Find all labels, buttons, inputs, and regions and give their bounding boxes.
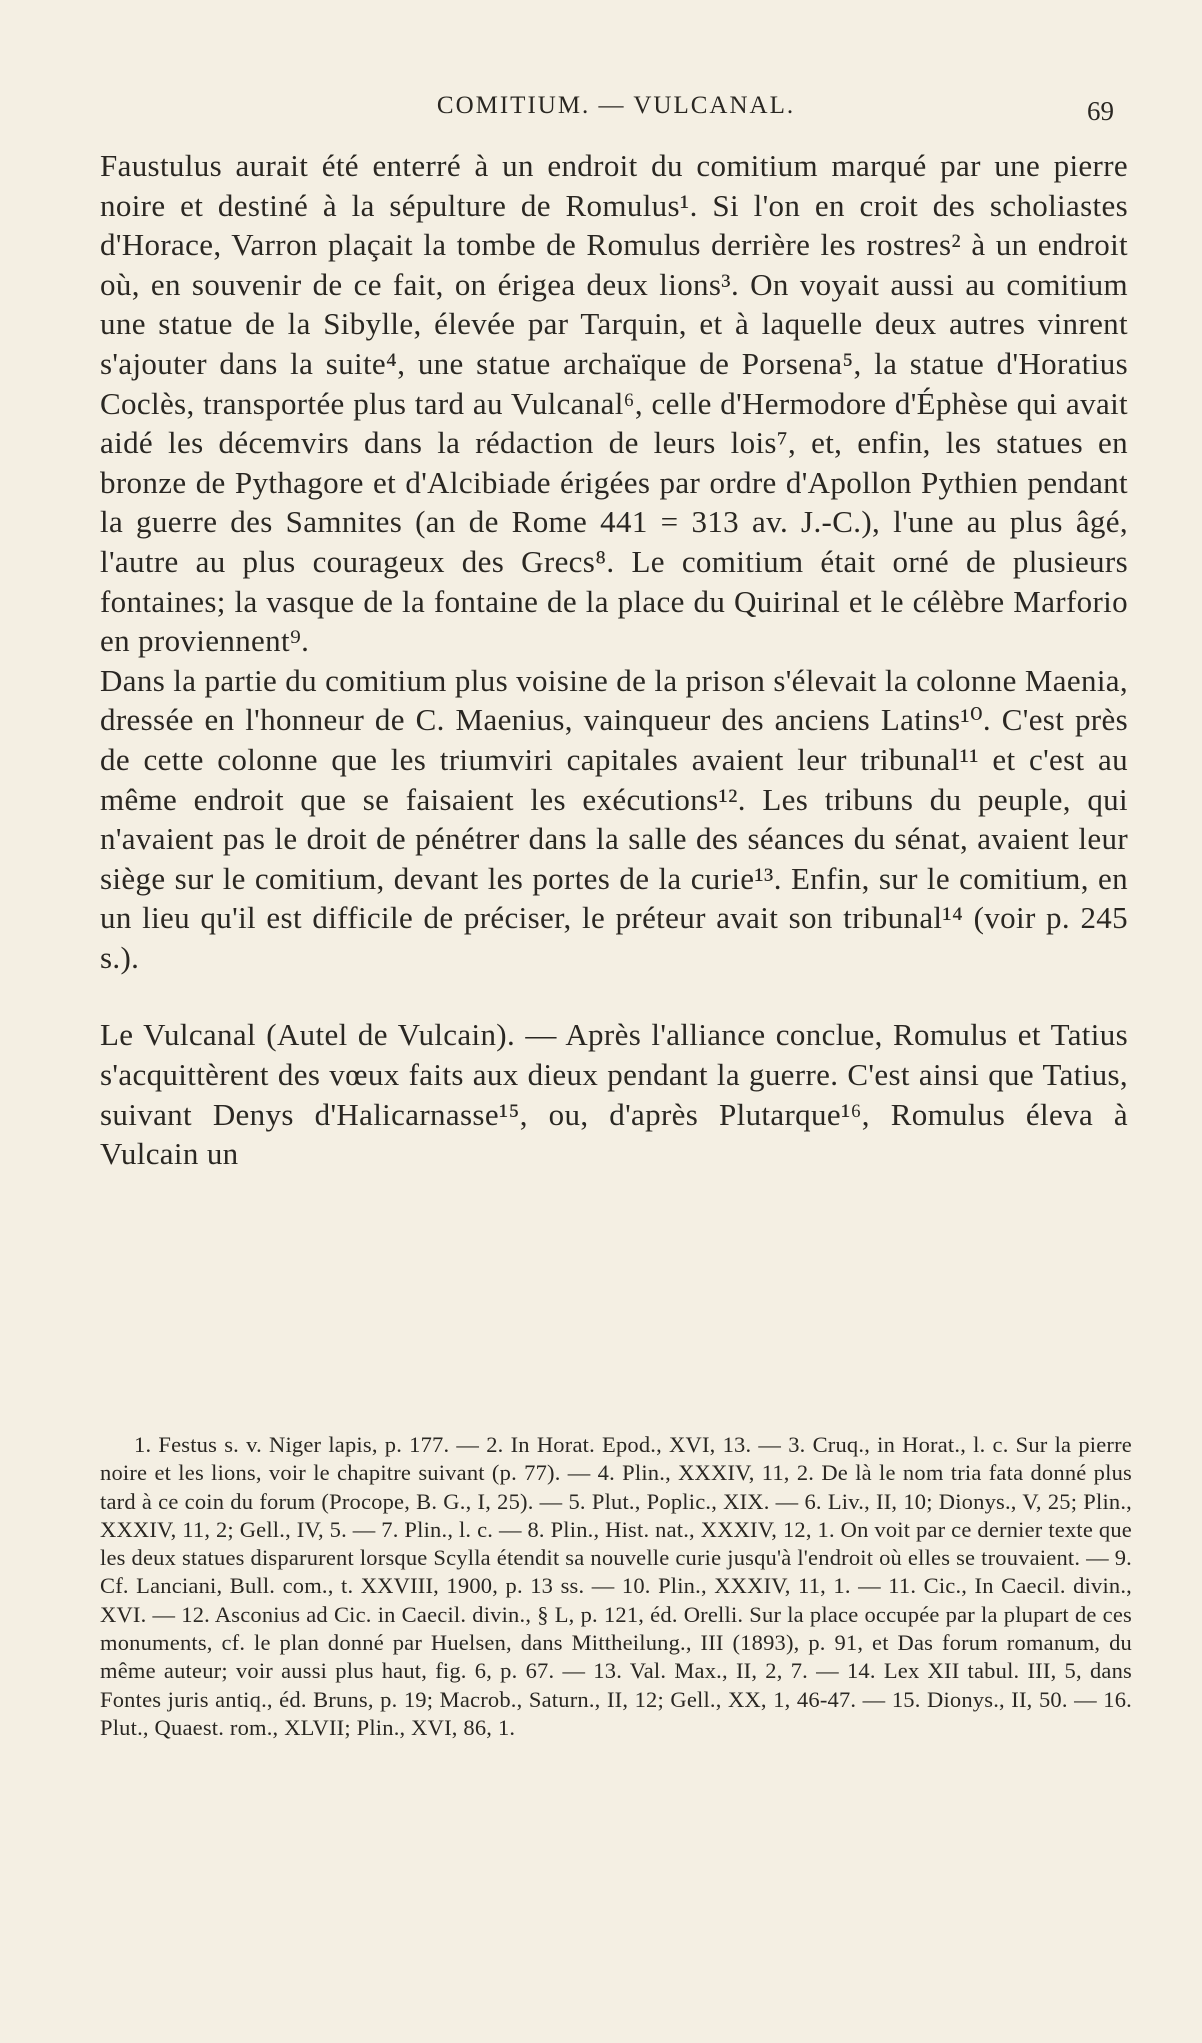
paragraph-1: Faustulus aurait été enterré à un endroit du comitium marqué par une pierre noire et destiné à la sépulture de Romulus¹. Si l'on en croit des scholiastes d'Horace, Varron plaçait la tombe de Romulus derrière les rostres² à un endroit où, en souvenir de ce fait, on érigea deux lions³. On voyait aussi au comitium une statue de la Sibylle, élevée par Tarquin, et à laquelle deux autres vinrent s'ajouter dans la suite⁴, une statue archaïque de Porsena⁵, la statue d'Horatius Coclès, transportée plus tard au Vulcanal⁶, celle d'Hermodore d'Éphèse qui avait aidé les décemvirs dans la rédaction de leurs lois⁷, et, enfin, les statues en bronze de Pythagore et d'Alcibiade érigées par ordre d'Apollon Pythien pendant la guerre des Samnites (an de Rome 441 = 313 av. J.-C.), l'une au plus âgé, l'autre au plus courageux des Grecs⁸. Le comitium était orné de plusieurs fontaines; la vasque de la fontaine de la place du Quirinal et le célèbre Marforio en proviennent⁹. (100, 148, 1128, 659)
running-head (100, 92, 1132, 132)
paragraph-2: Dans la partie du comitium plus voisine de la prison s'élevait la colonne Maenia, dressée en l'honneur de C. Maenius, vainqueur des anciens Latins¹⁰. C'est près de cette colonne que les triumviri capitales avaient leur tribunal¹¹ et c'est au même endroit que se faisaient les exécutions¹². Les tribuns du peuple, qui n'avaient pas le droit de pénétrer dans la salle des séances du sénat, avaient leur siège sur le comitium, devant les portes de la curie¹³. Enfin, sur le comitium, en un lieu qu'il est difficile de préciser, le préteur avait son tribunal¹⁴ (voir p. 245 s.). (100, 662, 1128, 975)
page-number: 69 (1087, 96, 1114, 126)
footnotes (100, 1431, 1132, 1742)
running-title: COMITIUM. — VULCANAL. (436, 92, 796, 119)
body-text (100, 146, 1128, 1174)
footnotes-text: 1. Festus s. v. Niger lapis, p. 177. — 2. In Horat. Epod., XVI, 13. — 3. Cruq., in Horat., l. c. Sur la pierre noire et les lions, voir le chapitre suivant (p. 77). — 4. Plin., XXXIV, 11, 2. De là le nom tria fata donné plus tard à ce coin du forum (Procope, B. G., I, 25). — 5. Plut., Poplic., XIX. — 6. Liv., II, 10; Dionys., V, 25; Plin., XXXIV, 11, 2; Gell., IV, 5. — 7. Plin., l. c. — 8. Plin., Hist. nat., XXXIV, 12, 1. On voit par ce dernier texte que les deux statues disparurent lorsque Scylla étendit sa nouvelle curie jusqu'à l'endroit où elles se trouvaient. — 9. Cf. Lanciani, Bull. com., t. XXVIII, 1900, p. 13 ss. — 10. Plin., XXXIV, 11, 1. — 11. Cic., In Caecil. divin., XVI. — 12. Asconius ad Cic. in Caecil. divin., § L, p. 121, éd. Orelli. Sur la place occupée par la plupart de ces monuments, cf. le plan donné par Huelsen, dans Mittheilung., III (1893), p. 91, et Das forum romanum, du même auteur; voir aussi plus haut, fig. 6, p. 67. — 13. Val. Max., II, 2, 7. — 14. Lex XII tabul. III, 5, dans Fontes juris antiq., éd. Bruns, p. 19; Macrob., Saturn., II, 12; Gell., XX, 1, 46-47. — 15. Dionys., II, 50. — 16. Plut., Quaest. rom., XLVII; Plin., XVI, 86, 1. (100, 1432, 1132, 1740)
paragraph-vulcanal: Le Vulcanal (Autel de Vulcain). — Après l'alliance conclue, Romulus et Tatius s'acquittèrent des vœux faits aux dieux pendant la guerre. C'est ainsi que Tatius, suivant Denys d'Halicarnasse¹⁵, ou, d'après Plutarque¹⁶, Romulus éleva à Vulcain un (100, 1017, 1128, 1172)
